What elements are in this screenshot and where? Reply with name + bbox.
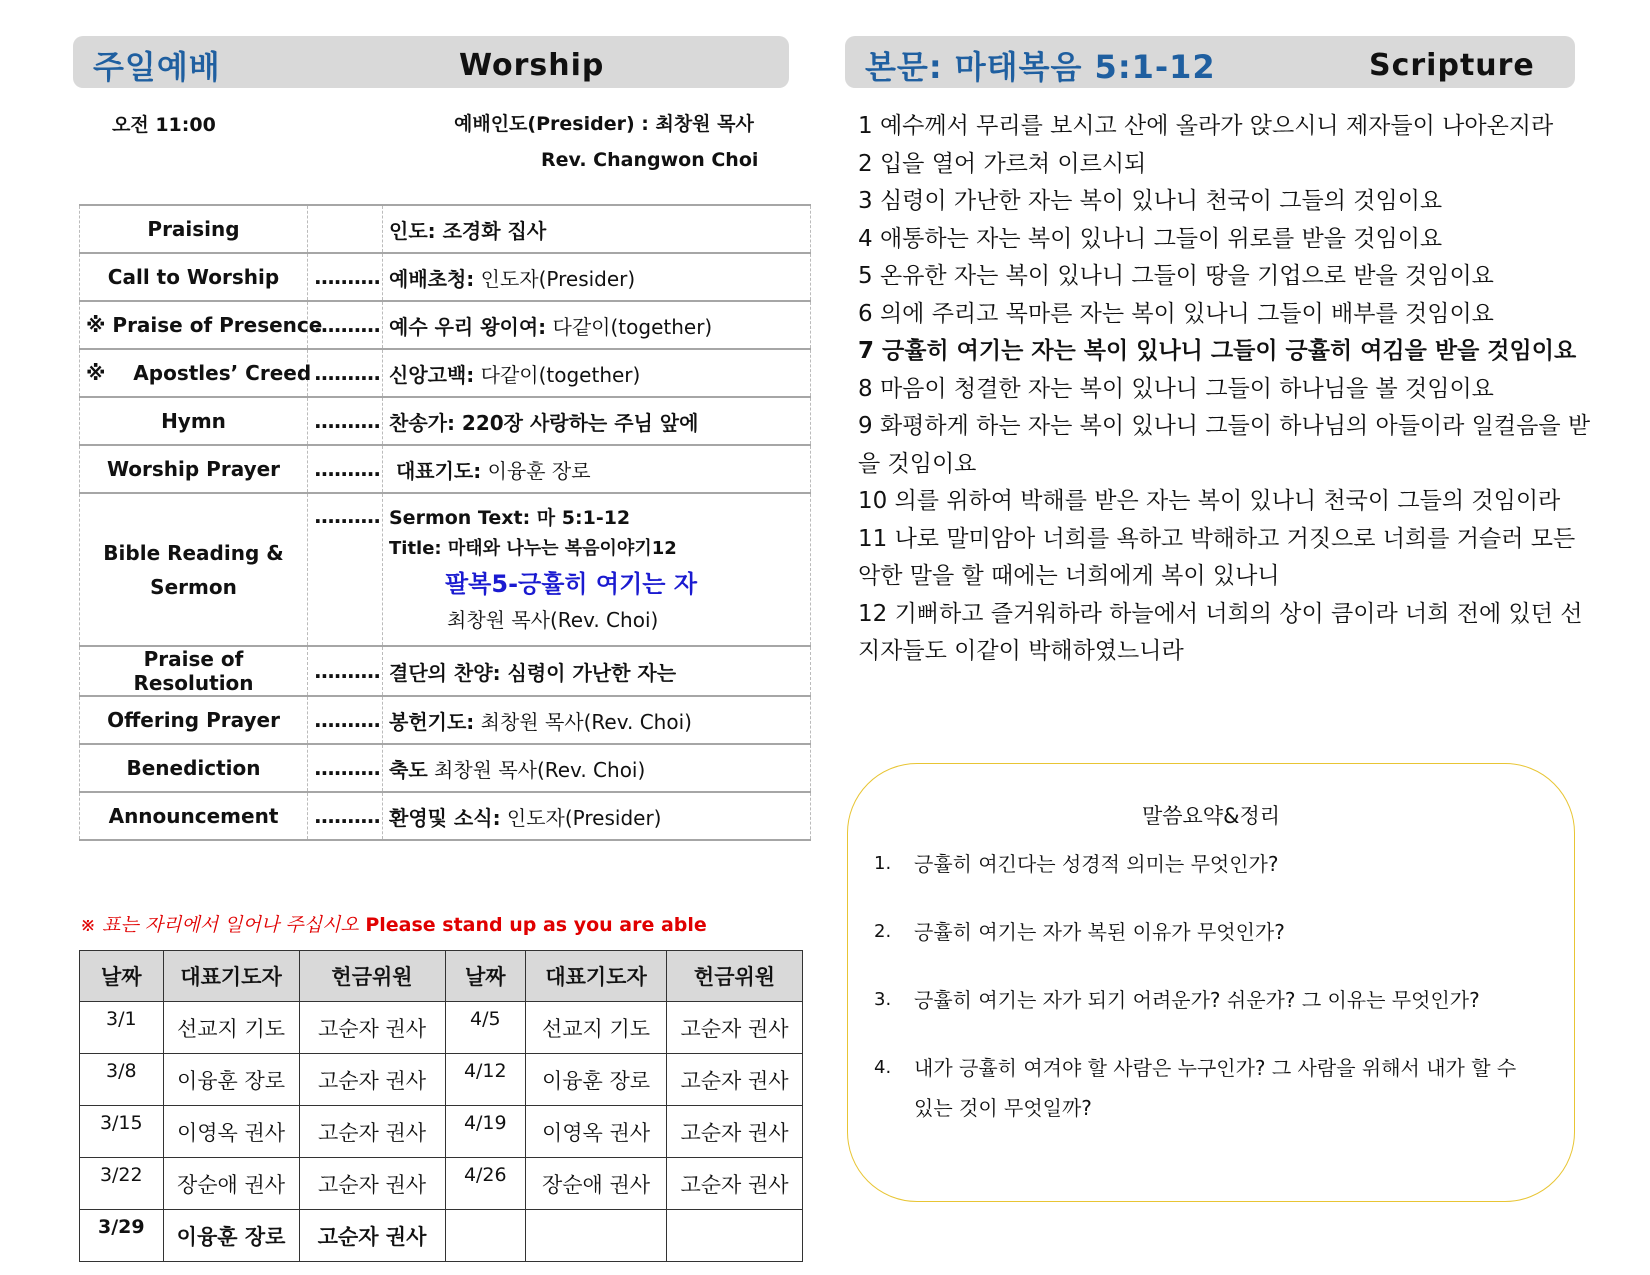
verse: 4 애통하는 자는 복이 있나니 그들이 위로를 받을 것임이요 <box>858 225 1443 252</box>
service-item-name: Offering Prayer <box>80 696 308 744</box>
schedule-cell: 고순자 권사 <box>667 1054 803 1106</box>
service-item-detail <box>383 696 811 744</box>
schedule-cell: 고순자 권사 <box>299 1106 445 1158</box>
schedule-row <box>80 1054 803 1106</box>
sermon-title-line <box>389 534 804 564</box>
schedule-header: 헌금위원 <box>299 951 445 1002</box>
schedule-cell: 고순자 권사 <box>299 1210 445 1262</box>
order-of-service <box>79 204 811 841</box>
service-item-row <box>80 253 811 301</box>
question-text: 내가 긍휼히 여겨야 할 사람은 누구인가? 그 사람을 위해서 내가 할 수 있는 것이 무엇일까? <box>914 1056 1517 1120</box>
presider-en: Rev. Changwon Choi <box>541 149 759 171</box>
schedule-cell: 장순애 권사 <box>163 1158 299 1210</box>
service-item-detail <box>383 349 811 397</box>
service-item-value: 다같이(together) <box>546 314 713 339</box>
worship-header <box>73 36 789 88</box>
service-item-row <box>80 205 811 253</box>
verse: 2 입을 열어 가르쳐 이르시되 <box>858 150 1147 177</box>
service-time: 오전 11:00 <box>112 114 216 136</box>
service-item-label: 신앙고백: <box>389 362 475 387</box>
service-item-name: Call to Worship <box>80 253 308 301</box>
service-item-name: Praise of Resolution <box>80 646 308 696</box>
service-item-name: ※ Praise of Presence <box>80 301 308 349</box>
service-item-dots: .......... <box>308 253 383 301</box>
summary-question <box>874 1048 1534 1128</box>
service-item-label: 예수 우리 왕이여: <box>389 314 547 339</box>
scripture-header-en: Scripture <box>1369 48 1535 83</box>
sermon-series-title: 마태와 나누는 복음이야기12 <box>441 538 677 559</box>
service-item-value: 인도자(Presider) <box>500 805 662 830</box>
question-text: 긍휼히 여긴다는 성경적 의미는 무엇인가? <box>914 852 1279 876</box>
service-item-dots: .......... <box>308 792 383 840</box>
question-text: 긍휼히 여기는 자가 복된 이유가 무엇인가? <box>914 920 1285 944</box>
service-item-value: 조경화 집사 <box>435 218 547 243</box>
schedule-cell: 고순자 권사 <box>667 1158 803 1210</box>
service-item-value: 다같이(together) <box>474 362 641 387</box>
schedule-cell: 3/29 <box>80 1210 164 1262</box>
service-item-row <box>80 646 811 696</box>
service-item-value: 인도자(Presider) <box>474 266 636 291</box>
stand-note <box>80 910 707 937</box>
schedule-cell: 장순애 권사 <box>526 1158 667 1210</box>
summary-question <box>874 912 1534 952</box>
service-item-dots <box>308 205 383 253</box>
schedule-header: 대표기도자 <box>526 951 667 1002</box>
scripture-header <box>845 36 1575 88</box>
prayer-offering-schedule <box>79 950 803 1262</box>
schedule-cell: 4/12 <box>445 1054 526 1106</box>
question-text: 긍휼히 여기는 자가 되기 어려운가? 쉬운가? 그 이유는 무엇인가? <box>914 988 1480 1012</box>
sermon-text: Sermon Text: 마 5:1-12 <box>389 507 631 529</box>
service-item-value: 220장 사랑하는 주님 앞에 <box>454 410 699 435</box>
schedule-cell: 4/26 <box>445 1158 526 1210</box>
schedule-header: 날짜 <box>80 951 164 1002</box>
verse: 7 긍휼히 여기는 자는 복이 있나니 그들이 긍휼히 여김을 받을 것임이요 <box>858 338 1577 364</box>
question-number: 2. <box>874 921 892 942</box>
schedule-cell: 고순자 권사 <box>299 1158 445 1210</box>
service-item-label: 결단의 찬양: <box>389 660 501 685</box>
schedule-row <box>80 1158 803 1210</box>
service-item-detail <box>383 646 811 696</box>
question-number: 4. <box>874 1057 892 1078</box>
service-item-name: Praising <box>80 205 308 253</box>
preacher: 최창원 목사(Rev. Choi) <box>447 608 659 632</box>
schedule-cell: 고순자 권사 <box>667 1002 803 1054</box>
verse: 12 기뻐하고 즐거워하라 하늘에서 너희의 상이 큼이라 너희 전에 있던 선지자들도 이같이 박해하였느니라 <box>858 600 1583 664</box>
bible-reading-name <box>80 493 308 646</box>
summary-question <box>874 980 1534 1020</box>
schedule-cell: 3/8 <box>80 1054 164 1106</box>
schedule-cell: 이융훈 장로 <box>526 1054 667 1106</box>
service-item-label: 축도 <box>389 757 428 782</box>
sermon-title-label: Title: <box>389 538 442 559</box>
schedule-cell <box>667 1210 803 1262</box>
schedule-cell: 3/22 <box>80 1158 164 1210</box>
service-item-row <box>80 445 811 493</box>
scripture-verses <box>858 108 1598 671</box>
service-item-detail <box>383 253 811 301</box>
service-item-row <box>80 301 811 349</box>
schedule-cell: 고순자 권사 <box>667 1106 803 1158</box>
service-item-value: 최창원 목사(Rev. Choi) <box>474 709 692 734</box>
schedule-cell: 이융훈 장로 <box>163 1054 299 1106</box>
service-item-dots: .......... <box>308 646 383 696</box>
schedule-cell: 3/1 <box>80 1002 164 1054</box>
summary-questions <box>874 844 1534 1156</box>
schedule-cell: 3/15 <box>80 1106 164 1158</box>
service-item-row <box>80 696 811 744</box>
service-item-detail <box>383 205 811 253</box>
schedule-cell: 선교지 기도 <box>163 1002 299 1054</box>
service-item-dots: .......... <box>308 301 383 349</box>
schedule-header: 대표기도자 <box>163 951 299 1002</box>
presider-label: 예배인도(Presider) : 최창원 목사 <box>454 113 754 135</box>
service-item-row <box>80 792 811 840</box>
service-item-dots: .......... <box>308 696 383 744</box>
schedule-cell: 고순자 권사 <box>299 1002 445 1054</box>
stand-note-en: Please stand up as you are able <box>365 914 707 936</box>
service-item-row <box>80 397 811 445</box>
question-number: 3. <box>874 989 892 1010</box>
service-item-detail <box>383 301 811 349</box>
bible-reading-row <box>80 493 811 646</box>
worship-header-ko: 주일예배 <box>93 48 221 86</box>
service-item-detail <box>383 397 811 445</box>
service-item-dots: .......... <box>308 744 383 792</box>
stand-note-ko: ※ 표는 자리에서 일어나 주십시오 <box>80 914 359 936</box>
service-item-dots: .......... <box>308 349 383 397</box>
schedule-cell: 선교지 기도 <box>526 1002 667 1054</box>
summary-question <box>874 844 1534 884</box>
schedule-cell <box>526 1210 667 1262</box>
verse: 1 예수께서 무리를 보시고 산에 올라가 앉으시니 제자들이 나아온지라 <box>858 113 1554 139</box>
worship-header-en: Worship <box>459 48 605 83</box>
schedule-cell: 이영옥 권사 <box>163 1106 299 1158</box>
service-item-dots: .......... <box>308 445 383 493</box>
bible-reading-name-line1: Bible Reading & <box>103 540 284 565</box>
service-item-value: 이융훈 장로 <box>481 458 591 483</box>
schedule-cell: 이영옥 권사 <box>526 1106 667 1158</box>
verse: 11 나로 말미암아 너희를 욕하고 박해하고 거짓으로 너희를 거슬러 모든 악한 말을 할 때에는 너희에게 복이 있나니 <box>858 525 1576 589</box>
service-item-row <box>80 744 811 792</box>
service-item-row <box>80 349 811 397</box>
schedule-cell: 고순자 권사 <box>299 1054 445 1106</box>
scripture-header-ko: 본문: 마태복음 5:1-12 <box>865 48 1216 86</box>
service-item-value: 심령이 가난한 자는 <box>500 660 677 685</box>
summary-title: 말씀요약&정리 <box>1141 804 1281 828</box>
service-item-label: 찬송가: <box>389 410 455 435</box>
schedule-row <box>80 1106 803 1158</box>
verse: 3 심령이 가난한 자는 복이 있나니 천국이 그들의 것임이요 <box>858 188 1443 214</box>
verse: 9 화평하게 하는 자는 복이 있나니 그들이 하나님의 아들이라 일컬음을 받을 것임이요 <box>858 413 1591 477</box>
service-item-detail <box>383 744 811 792</box>
verse: 10 의를 위하여 박해를 받은 자는 복이 있나니 천국이 그들의 것임이라 <box>858 488 1561 514</box>
schedule-cell <box>445 1210 526 1262</box>
schedule-row <box>80 1002 803 1054</box>
service-item-dots: .......... <box>308 397 383 445</box>
service-item-name: Benediction <box>80 744 308 792</box>
question-number: 1. <box>874 853 892 874</box>
sermon-title: 팔복5-긍휼히 여기는 자 <box>445 570 698 598</box>
schedule-row <box>80 1210 803 1262</box>
schedule-cell: 이융훈 장로 <box>163 1210 299 1262</box>
bible-reading-name-line2: Sermon <box>150 574 237 599</box>
verse: 6 의에 주리고 목마른 자는 복이 있나니 그들이 배부를 것임이요 <box>858 300 1494 327</box>
service-item-name: ※ Apostles’ Creed <box>80 349 308 397</box>
service-item-name: Announcement <box>80 792 308 840</box>
schedule-cell: 4/5 <box>445 1002 526 1054</box>
service-item-name: Worship Prayer <box>80 445 308 493</box>
service-item-name: Hymn <box>80 397 308 445</box>
service-item-label: 대표기도: <box>389 458 482 483</box>
service-item-detail <box>383 792 811 840</box>
verse: 5 온유한 자는 복이 있나니 그들이 땅을 기업으로 받을 것임이요 <box>858 263 1494 289</box>
bible-reading-dots: .......... <box>308 493 383 646</box>
service-item-value: 최창원 목사(Rev. Choi) <box>427 757 646 782</box>
schedule-cell: 4/19 <box>445 1106 526 1158</box>
service-item-label: 봉헌기도: <box>389 709 475 734</box>
service-item-label: 인도: <box>389 218 436 243</box>
service-item-label: 예배초청: <box>389 266 475 291</box>
sermon-summary-box <box>847 763 1575 1202</box>
service-item-detail <box>383 445 811 493</box>
schedule-header: 헌금위원 <box>667 951 803 1002</box>
schedule-header: 날짜 <box>445 951 526 1002</box>
service-item-label: 환영및 소식: <box>389 805 501 830</box>
bible-reading-detail <box>383 493 811 646</box>
verse: 8 마음이 청결한 자는 복이 있나니 그들이 하나님을 볼 것임이요 <box>858 375 1494 402</box>
